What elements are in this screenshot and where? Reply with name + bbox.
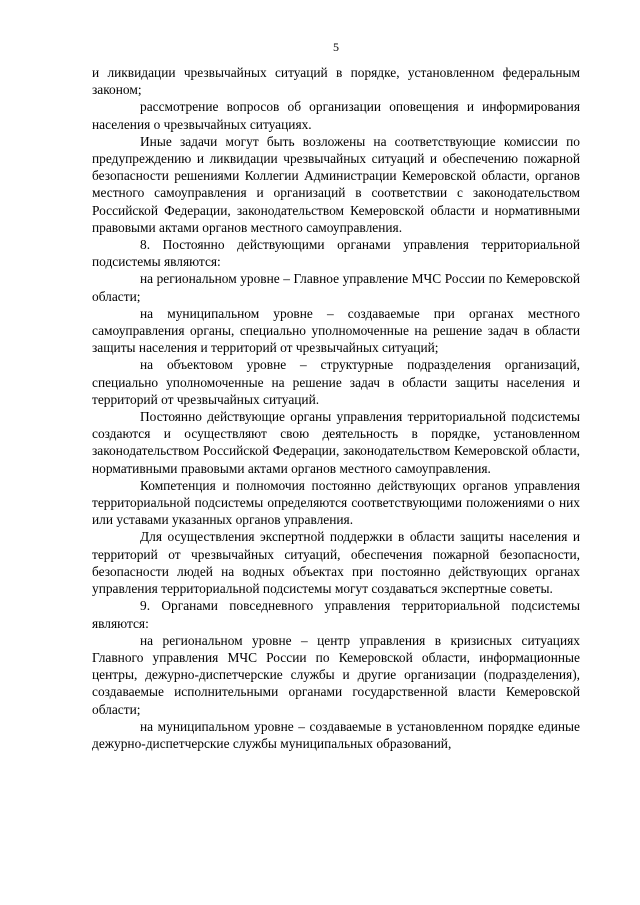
paragraph-object-level: на объектовом уровне – структурные подразделения организаций, специально уполномоченные на решение задач в области защиты населения и территорий от чрезвычайных ситуаций.: [92, 357, 580, 407]
paragraph-item-8: 8. Постоянно действующими органами управления территориальной подсистемы являются:: [92, 237, 580, 270]
paragraph-continuation: и ликвидации чрезвычайных ситуаций в порядке, установленном федеральным законом;: [92, 65, 580, 98]
paragraph-expert-councils: Для осуществления экспертной поддержки в области защиты населения и территорий от чрезвычайных ситуаций, обеспечения пожарной безопасности, безопасности людей на водных объектах при постоянно действующих органах управления территориальной подсистемы могут создаваться экспертные советы.: [92, 529, 580, 597]
paragraph-regional-daily-management: на региональном уровне – центр управления в кризисных ситуациях Главного управления МЧС России по Кемеровской области, информационные центры, дежурно-диспетчерские службы и другие организации (подразделения), создаваемые исполнительными органами государственной власти Кемеровской области;: [92, 632, 580, 717]
paragraph-permanent-bodies: Постоянно действующие органы управления территориальной подсистемы создаются и осуществляют свою деятельность в порядке, установленном законодательством Российской Федерации, законодательством Кемеровской области, нормативными правовыми актами органов местного самоуправления.: [92, 409, 580, 476]
paragraph-competence: Компетенция и полномочия постоянно действующих органов управления территориальной подсистемы определяются соответствующими положениями о них или уставами указанных органов управления.: [92, 477, 580, 528]
paragraph-municipal-daily-management: на муниципальном уровне – создаваемые в установленном порядке единые дежурно-диспетчерские службы муниципальных образований,: [92, 718, 580, 751]
paragraph-municipal-level: на муниципальном уровне – создаваемые при органах местного самоуправления органы, специально уполномоченные на решение задач в области защиты населения и территорий от чрезвычайных ситуаций;: [92, 305, 580, 356]
document-page: [92, 40, 580, 752]
paragraph-notification-issues: рассмотрение вопросов об организации оповещения и информирования населения о чрезвычайных ситуациях.: [92, 99, 580, 132]
paragraph-item-9: 9. Органами повседневного управления территориальной подсистемы являются:: [92, 598, 580, 631]
paragraph-other-tasks: Иные задачи могут быть возложены на соответствующие комиссии по предупреждению и ликвидации чрезвычайных ситуаций и обеспечению пожарной безопасности решениями Коллегии Администрации Кемеровской области, органов местного самоуправления и организаций в соответствии с законодательством Российской Федерации, законодательством Кемеровской области и нормативными правовыми актами органов местного самоуправления.: [92, 133, 580, 235]
paragraph-regional-level: на региональном уровне – Главное управление МЧС России по Кемеровской области;: [92, 271, 580, 304]
page-number: 5: [333, 40, 339, 54]
